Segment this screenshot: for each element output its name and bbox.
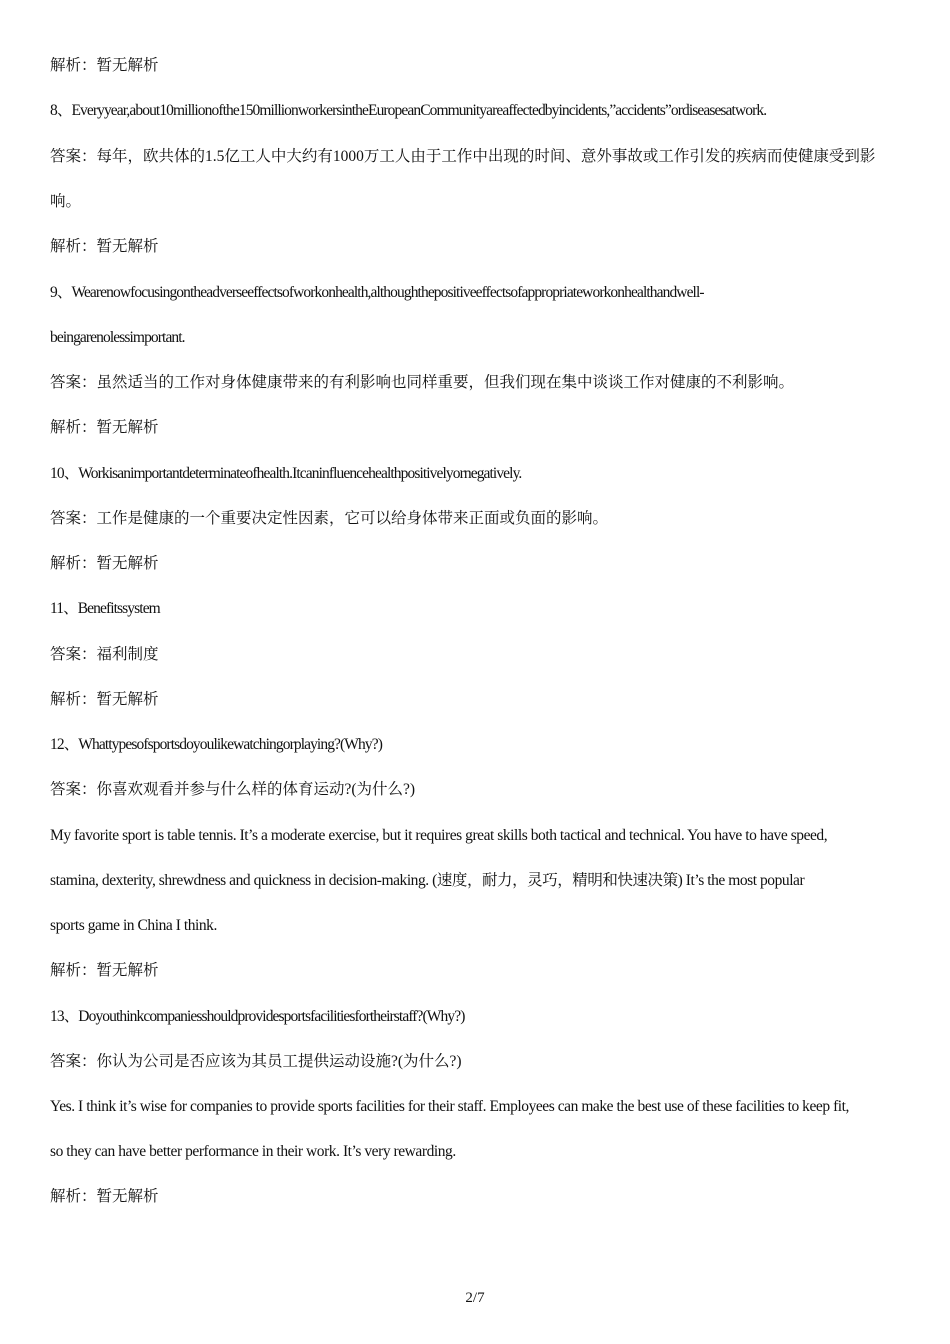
page-number: 2/7: [465, 1290, 485, 1306]
question-13: 13、Doyouthinkcompaniesshouldprovidesportsfacilitiesfortheirstaff?(Why?): [50, 1008, 465, 1025]
answer-13-body: so they can have better performance in their work. It’s very rewarding.: [50, 1143, 456, 1160]
answer-12: 答案：你喜欢观看并参与什么样的体育运动?(为什么?): [50, 781, 416, 798]
question-12: 12、Whattypesofsportsdoyoulikewatchingorplaying?(Why?): [50, 736, 382, 753]
answer-13-body: Yes. I think it’s wise for companies to provide sports facilities for their staff. Employees can make the best use of these facilities to keep fit,: [50, 1098, 849, 1115]
analysis-line: 解析：暂无解析: [50, 691, 159, 708]
analysis-line: 解析：暂无解析: [50, 419, 159, 436]
question-9: 9、Wearenowfocusingontheadverseeffectsofworkonhealth,althoughthepositiveeffectsofappropriateworkonhealthandwell-: [50, 284, 704, 301]
answer-13: 答案：你认为公司是否应该为其员工提供运动设施?(为什么?): [50, 1053, 462, 1070]
analysis-line: 解析：暂无解析: [50, 57, 159, 74]
answer-9: 答案：虽然适当的工作对身体健康带来的有利影响也同样重要，但我们现在集中谈谈工作对健康的不利影响。: [50, 374, 795, 391]
analysis-line: 解析：暂无解析: [50, 238, 159, 255]
analysis-line: 解析：暂无解析: [50, 555, 159, 572]
answer-10: 答案：工作是健康的一个重要决定性因素，它可以给身体带来正面或负面的影响。: [50, 510, 609, 527]
answer-8-continued: 响。: [50, 193, 82, 210]
question-9-continued: beingarenolessimportant.: [50, 329, 185, 346]
answer-12-body: sports game in China I think.: [50, 917, 217, 934]
analysis-line: 解析：暂无解析: [50, 962, 159, 979]
answer-8: 答案：每年，欧共体的1.5亿工人中大约有1000万工人由于工作中出现的时间、意外事故或工作引发的疾病而使健康受到影: [50, 148, 876, 165]
analysis-line: 解析：暂无解析: [50, 1188, 159, 1205]
question-11: 11、Benefitssystem: [50, 600, 160, 617]
answer-12-body: My favorite sport is table tennis. It’s a moderate exercise, but it requires great skills both tactical and technical. You have to have speed,: [50, 827, 828, 844]
answer-11: 答案：福利制度: [50, 646, 159, 663]
answer-12-body: stamina, dexterity, shrewdness and quickness in decision-making. (速度，耐力，灵巧，精明和快速决策) It’s the most popular: [50, 872, 805, 889]
question-8: 8、Everyyear,about10millionofthe150millionworkersintheEuropeanCommunityareaffectedbyincidents,”accidents”ordiseasesatwork.: [50, 102, 767, 119]
question-10: 10、Workisanimportantdeterminateofhealth.Itcaninfluencehealthpositivelyornegatively.: [50, 465, 522, 482]
